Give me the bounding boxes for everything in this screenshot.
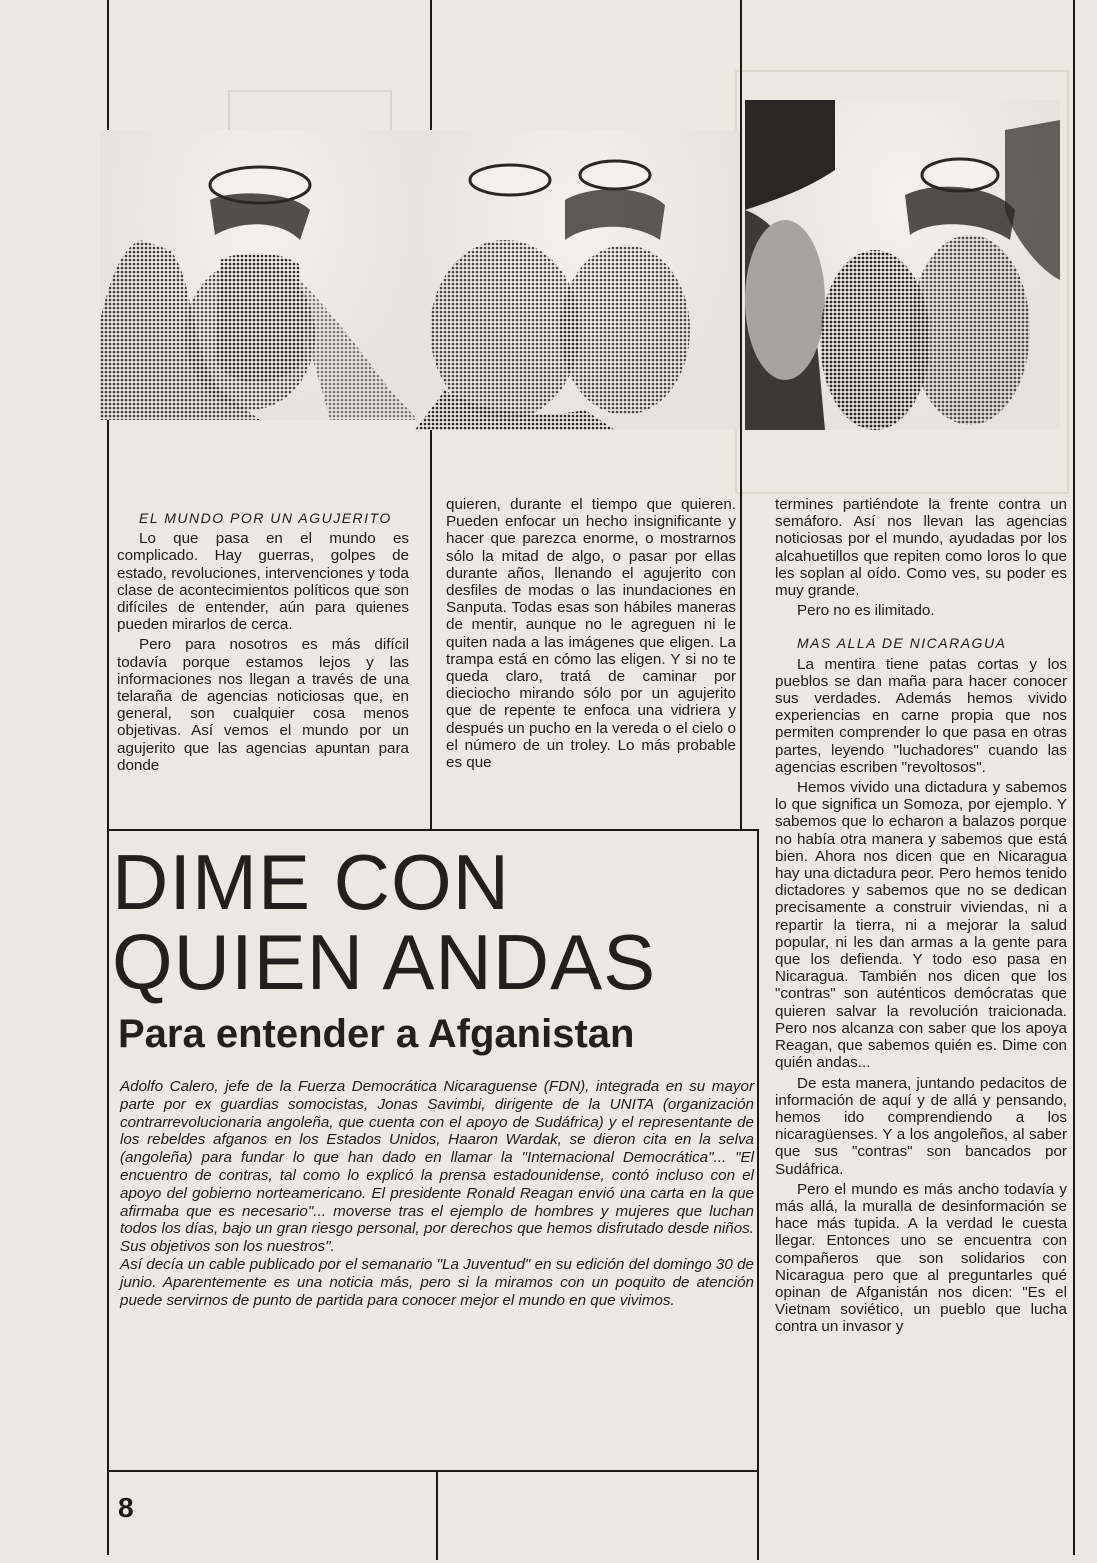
column-right	[775, 496, 1067, 1339]
column3-paragraph-2: Hemos vivido una dictadura y sabemos lo que significa un Somoza, por ejemplo. Y sabemos que lo echaron a balazos porque no había otra manera y sabemos que está bien. Ahora nos dicen que en Nicaragua hay una dictadura peor. Pero hemos tenido dictadores y sabemos que no se dedican precisamente a construir viviendas, ni a repartir la tierra, ni a mejorar la salud popular, ni les dan armas a la gente para que los defienda. Y todo eso pasa en Nicaragua. También nos dicen que los "contras" son auténticos demócratas que quieren salvar la revolución traicionada. Pero nos alcanza con saber que los apoya Reagan, que sabemos quién es. Dime con quién andas...	[775, 779, 1067, 1072]
frame-line-right-outer	[1073, 0, 1075, 1555]
column3-paragraph-1: La mentira tiene patas cortas y los pueblos se dan maña para hacer conocer sus verdades. Además hemos vivido experiencias en carne propia que nos permiten comprender lo que pasa en otras partes, leyendo "luchadores" cuando las agencias escriben "revoltosos".	[775, 655, 1067, 776]
column3-paragraph-4: Pero el mundo es más ancho todavía y más allá, la muralla de desinformación se hace más tupida. A la verdad le cuesta llegar. Entonces uno se encuentra con compañeros que son solidarios con Nicaragua pero que al preguntarles qué opinan de Afganistán nos dicen: "Es el Vietnam soviético, un pueblo que lucha contra un invasor y	[775, 1180, 1067, 1336]
frame-line-headline-top	[107, 829, 759, 831]
column3-paragraph-3: De esta manera, juntando pedacitos de información de aquí y de allá y pensando, hemos ido comprendiendo a los nicaragüenses. Y a los angoleños, al saber que sus "contras" son bancados por Sudáfrica.	[775, 1074, 1067, 1178]
headline-line-1: DIME CON	[112, 838, 510, 926]
column1-paragraph-2: Pero para nosotros es más difícil todavía porque estamos lejos y las informaciones nos llegan a través de una telaraña de agencias noticiosas que, en general, son cualquier cosa menos objetivas. Así vemos el mundo por un agujerito que las agencias apuntan para donde	[117, 636, 409, 774]
column1-paragraph-1: Lo que pasa en el mundo es complicado. Hay guerras, golpes de estado, revoluciones, intervenciones y toda clase de acontecimientos políticos que son difíciles de entender, aún para quienes pueden mirarlos de cerca.	[117, 530, 409, 634]
column2-paragraph-1: quieren, durante el tiempo que quieren. Pueden enfocar un hecho insignificante y hacer que parezca enorme, o mostrarnos sólo la mitad de algo, o pasar por ellas durante años, llenando el agujerito con desfiles de modas o las inundaciones en Sanputa. Todas esas son hábiles maneras de mentir, aunque no le agreguen ni le quiten nada a las imágenes que eligen. La trampa está en cómo las eligen. Y si no te queda claro, tratá de caminar por dieciocho mirando sólo por un agujerito que de repente te enfoca una vidriera y después un pucho en la vereda o el cielo o el número de un troley. Lo más probable es que	[446, 496, 736, 772]
main-headline	[112, 838, 762, 1006]
intro-paragraph-1: Adolfo Calero, jefe de la Fuerza Democrática Nicaraguense (FDN), integrada en su mayor parte por ex guardias somocistas, Jonas Savimbi, dirigente de la UNITA (organización contrarrevolucionaria angoleña, que cuenta con el apoyo de Sudáfrica) y el representante de los rebeldes afganos en los Estados Unidos, Haaron Wardak, se dieron cita en la selva (angoleña) para fundar lo que han dado en llamar la "Internacional Democrática"... "El encuentro de contras, tal como lo explicó la prensa estadounidense, contó incluso con el apoyo del gobierno norteamericano. El presidente Ronald Reagan envió una carta en la que afirmaba que es necesario"... moverse tras el ejemplo de hombres y mujeres que luchan todos los días, bajo un gran riesgo personal, por derechos que hemos disfrutado desde niños. Sus objetivos son los nuestros".	[120, 1078, 754, 1256]
frame-line-middle-lower	[436, 1472, 438, 1560]
intro-paragraph-2: Así decía un cable publicado por el semanario "La Juventud" en su edición del domingo 30 de junio. Aparentemente es una noticia más, pero si la miramos con un poquito de atención puede servirnos de punto de partida para conocer mejor el mundo en que vivimos.	[120, 1255, 754, 1309]
column-middle	[446, 496, 736, 774]
frame-line-bottom	[107, 1470, 759, 1472]
headline-subtitle: Para entender a Afganistan	[118, 1012, 635, 1056]
halftone-three-faces-photo	[745, 100, 1060, 430]
headline-line-2: QUIEN ANDAS	[112, 918, 657, 1006]
intro-block	[120, 1078, 754, 1309]
column3-paragraph-top-1: termines partiéndote la frente contra un semáforo. Así nos llevan las agencias noticiosas por el mundo, ayudadas por los alcahuetillos que repiten como loros lo que les soplan al oído. Como ves, su poder es muy grande.	[775, 496, 1067, 600]
halftone-two-faces-photo	[415, 130, 740, 430]
page-number: 8	[118, 1492, 134, 1523]
column-left	[117, 510, 409, 777]
portrait-image	[100, 130, 418, 420]
three-faces-image	[745, 100, 1060, 430]
halftone-portrait-photo	[100, 130, 418, 420]
frame-line-right-inner	[740, 0, 742, 830]
column3-paragraph-top-2: Pero no es ilimitado.	[797, 602, 935, 620]
section-heading-agujerito: EL MUNDO POR UN AGUJERITO	[139, 510, 392, 526]
two-faces-image	[415, 130, 740, 430]
section-heading-nicaragua: MAS ALLA DE NICARAGUA	[797, 635, 1007, 652]
